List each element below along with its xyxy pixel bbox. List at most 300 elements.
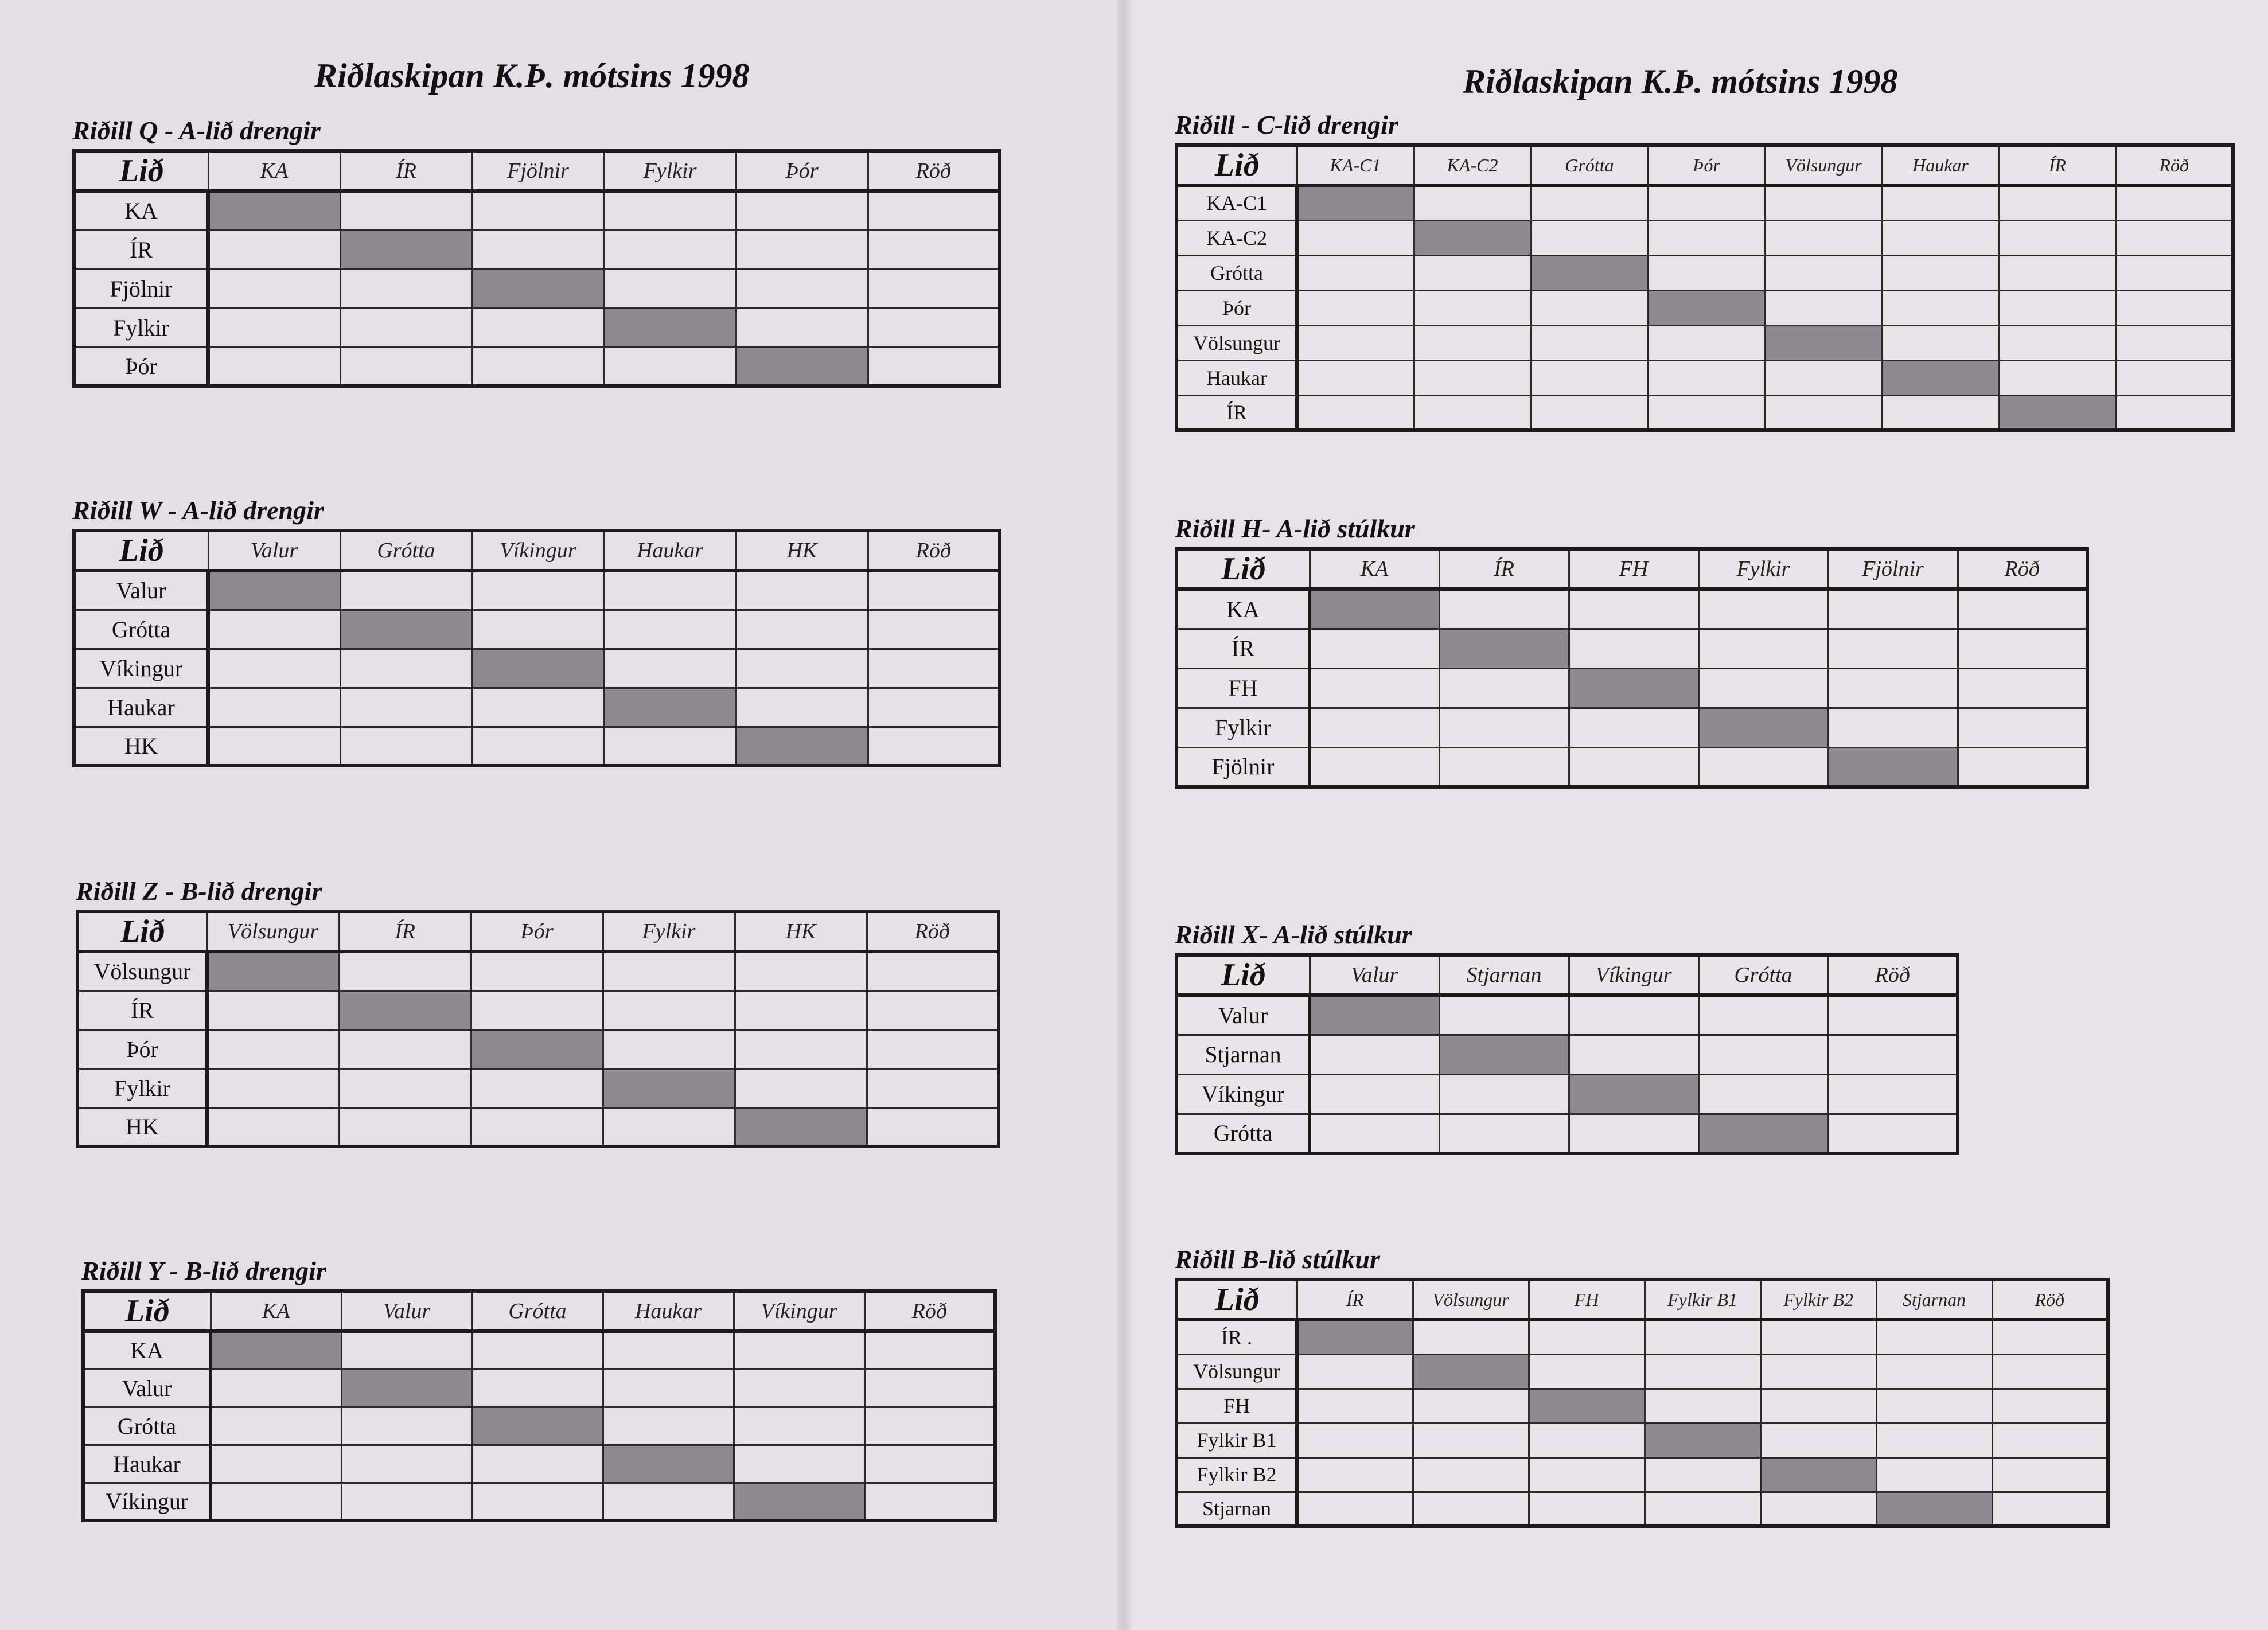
self-match-cell xyxy=(339,991,471,1030)
table-row xyxy=(1176,290,2233,325)
table-row xyxy=(1176,325,2233,360)
result-cell xyxy=(734,1369,864,1407)
schedule-table xyxy=(1175,1278,2110,1528)
table-row xyxy=(1176,1035,1958,1074)
result-cell xyxy=(341,1407,472,1445)
row-team-name: Valur xyxy=(74,571,208,610)
result-cell xyxy=(1999,360,2116,395)
result-cell xyxy=(1765,395,1882,430)
result-cell xyxy=(1648,185,1765,220)
rank-cell xyxy=(2116,185,2233,220)
result-cell xyxy=(604,230,736,269)
result-cell xyxy=(736,649,868,688)
result-cell xyxy=(1648,360,1765,395)
self-match-cell xyxy=(1310,995,1439,1035)
result-cell xyxy=(1765,290,1882,325)
rank-cell xyxy=(864,1331,995,1369)
result-cell xyxy=(1531,395,1648,430)
result-cell xyxy=(1439,1114,1569,1153)
row-team-name: Valur xyxy=(83,1369,211,1407)
result-cell xyxy=(1999,290,2116,325)
result-cell xyxy=(472,610,604,649)
result-cell xyxy=(1569,1035,1698,1074)
result-cell xyxy=(1569,1114,1698,1153)
column-header-röð: Röð xyxy=(864,1291,995,1331)
row-team-name: KA-C1 xyxy=(1176,185,1297,220)
group-title: Riðill Y - B-lið drengir xyxy=(81,1256,326,1285)
self-match-cell xyxy=(603,1069,735,1108)
rank-cell xyxy=(864,1369,995,1407)
self-match-cell xyxy=(1828,747,1958,787)
result-cell xyxy=(736,610,868,649)
result-cell xyxy=(1698,1074,1828,1114)
table-row xyxy=(1176,1074,1958,1114)
result-cell xyxy=(736,308,868,347)
result-cell xyxy=(1531,185,1648,220)
row-team-name: Grótta xyxy=(74,610,208,649)
result-cell xyxy=(472,308,604,347)
result-cell xyxy=(208,610,340,649)
rank-cell xyxy=(2116,290,2233,325)
self-match-cell xyxy=(1439,1035,1569,1074)
result-cell xyxy=(207,991,339,1030)
result-cell xyxy=(339,1069,471,1108)
column-header-völsungur: Völsungur xyxy=(1413,1280,1529,1320)
result-cell xyxy=(734,1445,864,1483)
group-title: Riðill W - A-lið drengir xyxy=(72,496,324,525)
result-cell xyxy=(1645,1457,1760,1492)
schedule-table xyxy=(72,149,1001,388)
table-row xyxy=(74,649,1000,688)
rank-cell xyxy=(2116,325,2233,360)
result-cell xyxy=(1882,395,1999,430)
result-cell xyxy=(734,1331,864,1369)
result-cell xyxy=(1414,185,1531,220)
rank-cell xyxy=(867,1108,999,1147)
rank-cell xyxy=(1828,995,1958,1035)
result-cell xyxy=(1648,220,1765,255)
group-c xyxy=(1175,109,2235,432)
schedule-table xyxy=(1175,953,1959,1155)
rank-cell xyxy=(868,347,1000,386)
table-row xyxy=(1176,708,2087,747)
column-header-grótta: Grótta xyxy=(472,1291,603,1331)
group-b-girls xyxy=(1175,1243,2110,1528)
column-header-ka: KA xyxy=(1310,549,1439,589)
result-cell xyxy=(1828,589,1958,629)
column-header-röð: Röð xyxy=(1992,1280,2108,1320)
result-cell xyxy=(735,1030,867,1069)
rank-cell xyxy=(867,952,999,991)
result-cell xyxy=(1765,220,1882,255)
rank-cell xyxy=(868,649,1000,688)
result-cell xyxy=(1439,708,1569,747)
result-cell xyxy=(604,347,736,386)
self-match-cell xyxy=(735,1108,867,1147)
row-team-name: Valur xyxy=(1176,995,1310,1035)
result-cell xyxy=(1529,1320,1645,1354)
rank-cell xyxy=(1828,1114,1958,1153)
column-header-röð: Röð xyxy=(2116,145,2233,185)
row-team-name: Grótta xyxy=(1176,1114,1310,1153)
self-match-cell xyxy=(1439,629,1569,668)
result-cell xyxy=(1645,1320,1760,1354)
self-match-cell xyxy=(1297,1320,1413,1354)
result-cell xyxy=(603,1407,734,1445)
rank-cell xyxy=(867,1069,999,1108)
self-match-cell xyxy=(1765,325,1882,360)
result-cell xyxy=(1698,995,1828,1035)
row-team-name: Haukar xyxy=(74,688,208,727)
result-cell xyxy=(1648,325,1765,360)
group-title: Riðill H- A-lið stúlkur xyxy=(1175,514,1415,543)
table-row xyxy=(1176,1354,2108,1389)
result-cell xyxy=(208,649,340,688)
self-match-cell xyxy=(471,1030,603,1069)
result-cell xyxy=(340,649,472,688)
result-cell xyxy=(1310,629,1439,668)
column-header-víkingur: Víkingur xyxy=(472,531,604,571)
table-row xyxy=(77,1069,999,1108)
result-cell xyxy=(339,1030,471,1069)
result-cell xyxy=(1760,1320,1876,1354)
row-team-name: Stjarnan xyxy=(1176,1492,1297,1526)
row-team-name: Fylkir xyxy=(77,1069,207,1108)
result-cell xyxy=(1760,1492,1876,1526)
right-page xyxy=(1124,0,2268,1630)
result-cell xyxy=(1760,1354,1876,1389)
result-cell xyxy=(1569,629,1698,668)
result-cell xyxy=(339,952,471,991)
result-cell xyxy=(1414,325,1531,360)
row-team-name: Víkingur xyxy=(74,649,208,688)
row-team-name: ÍR . xyxy=(1176,1320,1297,1354)
table-row xyxy=(83,1369,995,1407)
result-cell xyxy=(1876,1354,1992,1389)
table-row xyxy=(1176,747,2087,787)
result-cell xyxy=(603,1108,735,1147)
rank-cell xyxy=(1958,629,2087,668)
result-cell xyxy=(1698,747,1828,787)
rank-cell xyxy=(1992,1423,2108,1457)
row-team-name: FH xyxy=(1176,668,1310,708)
column-header-röð: Röð xyxy=(867,911,999,952)
group-y xyxy=(81,1255,997,1522)
self-match-cell xyxy=(1645,1423,1760,1457)
schedule-table xyxy=(1175,547,2089,789)
result-cell xyxy=(736,191,868,230)
rank-cell xyxy=(1958,708,2087,747)
group-title: Riðill - C-lið drengir xyxy=(1175,110,1398,139)
result-cell xyxy=(1529,1457,1645,1492)
row-team-name: Fjölnir xyxy=(1176,747,1310,787)
result-cell xyxy=(735,952,867,991)
group-x xyxy=(1175,919,1959,1155)
schedule-table xyxy=(81,1289,997,1522)
table-row xyxy=(83,1445,995,1483)
row-team-name: Fylkir xyxy=(1176,708,1310,747)
column-header-röð: Röð xyxy=(868,531,1000,571)
self-match-cell xyxy=(208,191,340,230)
column-header-þór: Þór xyxy=(736,151,868,191)
group-title: Riðill Q - A-lið drengir xyxy=(72,116,321,145)
table-row xyxy=(74,688,1000,727)
result-cell xyxy=(1414,360,1531,395)
result-cell xyxy=(472,230,604,269)
rank-cell xyxy=(864,1407,995,1445)
table-row xyxy=(83,1483,995,1520)
result-cell xyxy=(1698,629,1828,668)
table-row xyxy=(1176,995,1958,1035)
self-match-cell xyxy=(1648,290,1765,325)
result-cell xyxy=(603,1331,734,1369)
self-match-cell xyxy=(734,1483,864,1520)
column-header-víkingur: Víkingur xyxy=(1569,955,1698,995)
result-cell xyxy=(471,1108,603,1147)
result-cell xyxy=(1310,1074,1439,1114)
result-cell xyxy=(1529,1423,1645,1457)
self-match-cell xyxy=(1876,1492,1992,1526)
rank-cell xyxy=(2116,255,2233,290)
result-cell xyxy=(735,1069,867,1108)
result-cell xyxy=(471,1069,603,1108)
result-cell xyxy=(1531,325,1648,360)
result-cell xyxy=(1882,220,1999,255)
result-cell xyxy=(1297,1354,1413,1389)
corner-header: Lið xyxy=(74,151,208,191)
column-header-valur: Valur xyxy=(341,1291,472,1331)
table-row xyxy=(1176,220,2233,255)
result-cell xyxy=(340,308,472,347)
self-match-cell xyxy=(1413,1354,1529,1389)
self-match-cell xyxy=(340,230,472,269)
result-cell xyxy=(472,727,604,766)
column-header-ír: ÍR xyxy=(340,151,472,191)
self-match-cell xyxy=(340,610,472,649)
table-row xyxy=(74,571,1000,610)
column-header-ka: KA xyxy=(211,1291,341,1331)
result-cell xyxy=(207,1030,339,1069)
result-cell xyxy=(1413,1389,1529,1423)
result-cell xyxy=(1882,185,1999,220)
result-cell xyxy=(1310,708,1439,747)
column-header-völsungur: Völsungur xyxy=(207,911,339,952)
table-row xyxy=(1176,629,2087,668)
column-header-stjarnan: Stjarnan xyxy=(1876,1280,1992,1320)
self-match-cell xyxy=(1698,1114,1828,1153)
self-match-cell xyxy=(341,1369,472,1407)
column-header-haukar: Haukar xyxy=(604,531,736,571)
result-cell xyxy=(1999,220,2116,255)
column-header-fylkir-b1: Fylkir B1 xyxy=(1645,1280,1760,1320)
result-cell xyxy=(1698,589,1828,629)
column-header-ír: ÍR xyxy=(1297,1280,1413,1320)
result-cell xyxy=(603,952,735,991)
result-cell xyxy=(604,571,736,610)
self-match-cell xyxy=(1310,589,1439,629)
self-match-cell xyxy=(604,688,736,727)
column-header-hk: HK xyxy=(735,911,867,952)
row-team-name: Haukar xyxy=(1176,360,1297,395)
row-team-name: Fjölnir xyxy=(74,269,208,308)
row-team-name: Völsungur xyxy=(1176,325,1297,360)
row-team-name: Grótta xyxy=(83,1407,211,1445)
result-cell xyxy=(208,269,340,308)
result-cell xyxy=(340,191,472,230)
result-cell xyxy=(1297,290,1414,325)
self-match-cell xyxy=(1529,1389,1645,1423)
rank-cell xyxy=(868,610,1000,649)
result-cell xyxy=(1828,668,1958,708)
table-row xyxy=(1176,589,2087,629)
corner-header: Lið xyxy=(77,911,207,952)
self-match-cell xyxy=(736,347,868,386)
group-title: Riðill B-lið stúlkur xyxy=(1175,1245,1380,1274)
row-team-name: Grótta xyxy=(1176,255,1297,290)
column-header-þór: Þór xyxy=(471,911,603,952)
result-cell xyxy=(472,1369,603,1407)
result-cell xyxy=(1413,1457,1529,1492)
result-cell xyxy=(207,1108,339,1147)
result-cell xyxy=(1876,1423,1992,1457)
result-cell xyxy=(208,347,340,386)
column-header-ír: ÍR xyxy=(1439,549,1569,589)
result-cell xyxy=(1648,255,1765,290)
result-cell xyxy=(340,269,472,308)
column-header-fjölnir: Fjölnir xyxy=(1828,549,1958,589)
result-cell xyxy=(341,1483,472,1520)
self-match-cell xyxy=(472,1407,603,1445)
rank-cell xyxy=(2116,360,2233,395)
column-header-fh: FH xyxy=(1529,1280,1645,1320)
row-team-name: FH xyxy=(1176,1389,1297,1423)
result-cell xyxy=(341,1331,472,1369)
result-cell xyxy=(1439,1074,1569,1114)
result-cell xyxy=(1760,1389,1876,1423)
self-match-cell xyxy=(472,269,604,308)
rank-cell xyxy=(1828,1074,1958,1114)
column-header-grótta: Grótta xyxy=(1698,955,1828,995)
rank-cell xyxy=(2116,395,2233,430)
rank-cell xyxy=(1992,1457,2108,1492)
result-cell xyxy=(1645,1354,1760,1389)
corner-header: Lið xyxy=(74,531,208,571)
result-cell xyxy=(1698,1035,1828,1074)
result-cell xyxy=(1439,668,1569,708)
table-row xyxy=(74,347,1000,386)
row-team-name: Þór xyxy=(1176,290,1297,325)
result-cell xyxy=(1310,1114,1439,1153)
column-header-fylkir-b2: Fylkir B2 xyxy=(1760,1280,1876,1320)
result-cell xyxy=(603,1483,734,1520)
table-row xyxy=(77,991,999,1030)
row-team-name: Víkingur xyxy=(1176,1074,1310,1114)
row-team-name: KA xyxy=(1176,589,1310,629)
result-cell xyxy=(1414,255,1531,290)
corner-header: Lið xyxy=(1176,955,1310,995)
result-cell xyxy=(1765,185,1882,220)
column-header-fylkir: Fylkir xyxy=(603,911,735,952)
result-cell xyxy=(211,1369,341,1407)
self-match-cell xyxy=(1569,668,1698,708)
result-cell xyxy=(1531,360,1648,395)
result-cell xyxy=(472,191,604,230)
corner-header: Lið xyxy=(1176,145,1297,185)
row-team-name: KA-C2 xyxy=(1176,220,1297,255)
result-cell xyxy=(604,191,736,230)
row-team-name: Völsungur xyxy=(77,952,207,991)
result-cell xyxy=(603,1030,735,1069)
result-cell xyxy=(1310,1035,1439,1074)
result-cell xyxy=(471,952,603,991)
schedule-table xyxy=(1175,143,2235,432)
result-cell xyxy=(211,1407,341,1445)
table-row xyxy=(1176,360,2233,395)
group-h xyxy=(1175,513,2089,789)
rank-cell xyxy=(1958,668,2087,708)
result-cell xyxy=(604,269,736,308)
row-team-name: Fylkir B1 xyxy=(1176,1423,1297,1457)
result-cell xyxy=(1999,325,2116,360)
table-row xyxy=(1176,185,2233,220)
table-row xyxy=(74,610,1000,649)
result-cell xyxy=(1882,290,1999,325)
row-team-name: Víkingur xyxy=(83,1483,211,1520)
result-cell xyxy=(1876,1320,1992,1354)
row-team-name: ÍR xyxy=(1176,629,1310,668)
result-cell xyxy=(1999,255,2116,290)
result-cell xyxy=(736,688,868,727)
schedule-table xyxy=(72,529,1001,767)
result-cell xyxy=(208,308,340,347)
row-team-name: HK xyxy=(74,727,208,766)
row-team-name: Þór xyxy=(77,1030,207,1069)
result-cell xyxy=(1529,1354,1645,1389)
table-row xyxy=(74,191,1000,230)
result-cell xyxy=(1439,589,1569,629)
left-page xyxy=(0,0,1124,1630)
column-header-fylkir: Fylkir xyxy=(1698,549,1828,589)
corner-header: Lið xyxy=(1176,1280,1297,1320)
column-header-víkingur: Víkingur xyxy=(734,1291,864,1331)
table-row xyxy=(1176,1457,2108,1492)
result-cell xyxy=(339,1108,471,1147)
row-team-name: Þór xyxy=(74,347,208,386)
rank-cell xyxy=(1958,747,2087,787)
column-header-röð: Röð xyxy=(1958,549,2087,589)
self-match-cell xyxy=(211,1331,341,1369)
self-match-cell xyxy=(603,1445,734,1483)
self-match-cell xyxy=(1297,185,1414,220)
result-cell xyxy=(1531,220,1648,255)
column-header-röð: Röð xyxy=(868,151,1000,191)
result-cell xyxy=(1297,1389,1413,1423)
result-cell xyxy=(736,269,868,308)
self-match-cell xyxy=(1999,395,2116,430)
table-row xyxy=(1176,1492,2108,1526)
self-match-cell xyxy=(736,727,868,766)
table-row xyxy=(1176,1389,2108,1423)
row-team-name: HK xyxy=(77,1108,207,1147)
table-row xyxy=(1176,1320,2108,1354)
row-team-name: KA xyxy=(83,1331,211,1369)
column-header-röð: Röð xyxy=(1828,955,1958,995)
result-cell xyxy=(1413,1423,1529,1457)
table-row xyxy=(74,727,1000,766)
column-header-haukar: Haukar xyxy=(1882,145,1999,185)
result-cell xyxy=(472,571,604,610)
rank-cell xyxy=(868,308,1000,347)
